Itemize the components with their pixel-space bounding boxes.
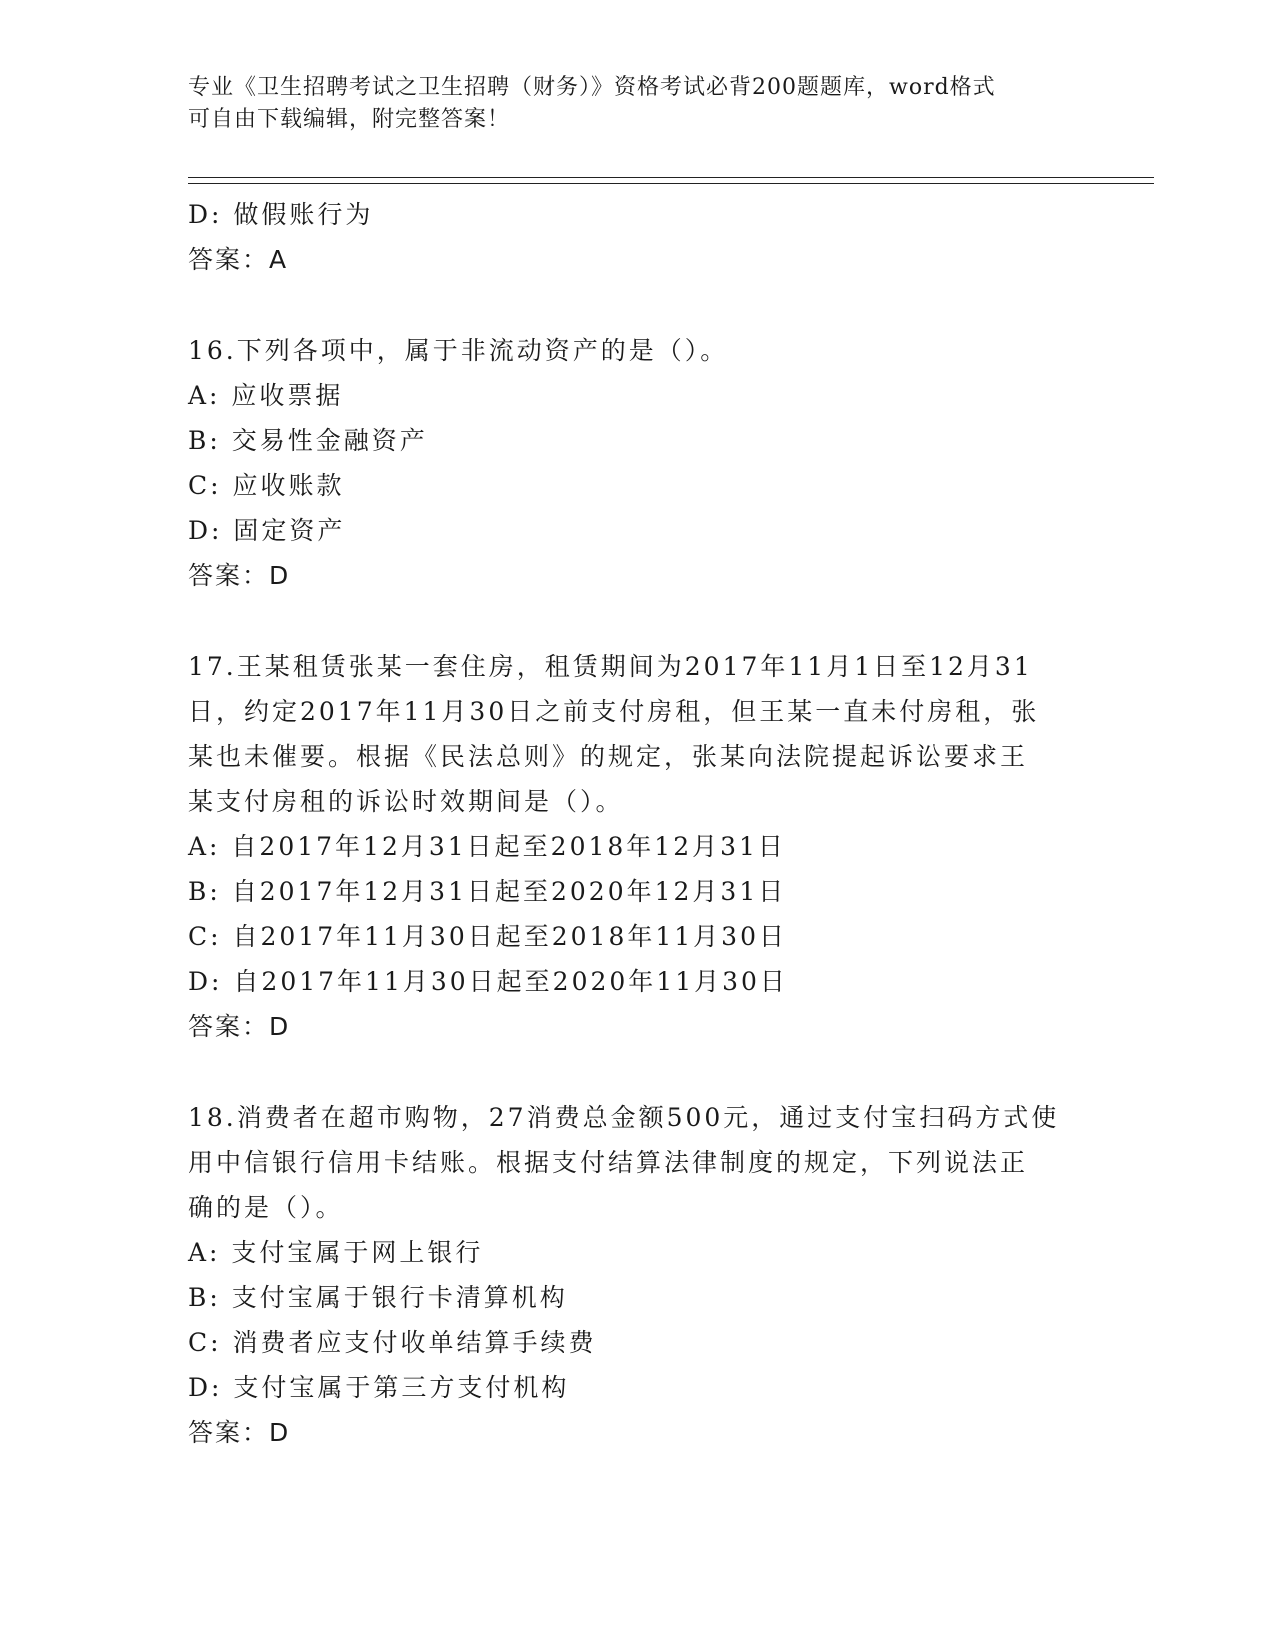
page-header [188, 72, 1068, 136]
spacer [188, 282, 1088, 328]
option-a: A: 应收票据 [188, 381, 344, 410]
question-stem: 17.王某租赁张某一套住房，租赁期间为2017年11月1日至12月31 [188, 652, 1033, 681]
header-line-1: 专业《卫生招聘考试之卫生招聘（财务）》资格考试必背200题题库，word格式 [188, 75, 996, 100]
answer-line: 答案：D [188, 561, 291, 590]
question-stem: 某支付房租的诉讼时效期间是（）。 [188, 787, 624, 816]
option-c: C: 自2017年11月30日起至2018年11月30日 [188, 922, 787, 951]
option-d: D: 固定资产 [188, 516, 346, 545]
header-divider-top [188, 177, 1154, 178]
option-d: D: 做假账行为 [188, 200, 374, 229]
header-line-2: 可自由下载编辑，附完整答案！ [188, 107, 511, 132]
option-b: B: 支付宝属于银行卡清算机构 [188, 1283, 568, 1312]
answer-line: 答案：A [188, 245, 289, 274]
option-b: B: 自2017年12月31日起至2020年12月31日 [188, 877, 787, 906]
question-stem: 确的是（）。 [188, 1193, 344, 1222]
option-c: C: 应收账款 [188, 471, 345, 500]
option-b: B: 交易性金融资产 [188, 426, 428, 455]
question-17 [188, 644, 1088, 1049]
question-stem: 用中信银行信用卡结账。根据支付结算法律制度的规定，下列说法正 [188, 1148, 1029, 1177]
option-d: D: 支付宝属于第三方支付机构 [188, 1373, 570, 1402]
option-a: A: 自2017年12月31日起至2018年12月31日 [188, 832, 786, 861]
question-stem: 16.下列各项中，属于非流动资产的是（）。 [188, 336, 729, 365]
spacer [188, 598, 1088, 644]
header-divider-bottom [188, 183, 1154, 184]
question-stem: 某也未催要。根据《民法总则》的规定，张某向法院提起诉讼要求王 [188, 742, 1029, 771]
question-stem: 日，约定2017年11月30日之前支付房租，但王某一直未付房租，张 [188, 697, 1040, 726]
question-18 [188, 1095, 1088, 1455]
answer-line: 答案：D [188, 1012, 291, 1041]
previous-question-tail [188, 192, 1088, 282]
answer-line: 答案：D [188, 1418, 291, 1447]
option-d: D: 自2017年11月30日起至2020年11月30日 [188, 967, 788, 996]
option-c: C: 消费者应支付收单结算手续费 [188, 1328, 597, 1357]
spacer [188, 1049, 1088, 1095]
question-stem: 18.消费者在超市购物，27消费总金额500元，通过支付宝扫码方式使 [188, 1103, 1060, 1132]
option-a: A: 支付宝属于网上银行 [188, 1238, 484, 1267]
question-16 [188, 328, 1088, 598]
document-body [188, 192, 1088, 1455]
